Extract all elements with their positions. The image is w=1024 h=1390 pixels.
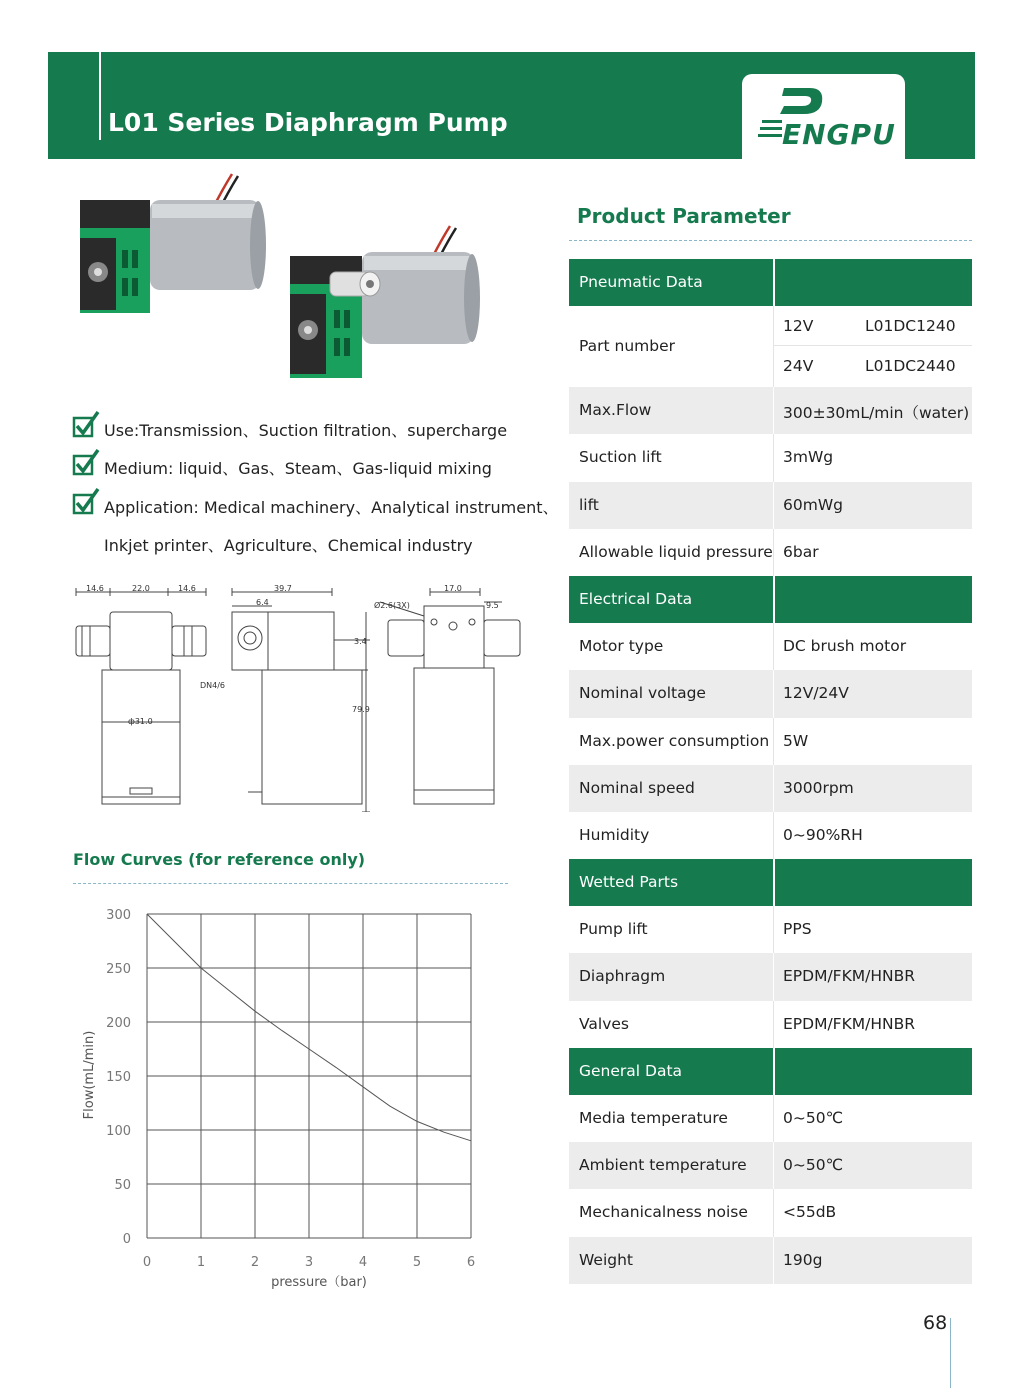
row-value: 0~50℃ — [783, 1109, 843, 1127]
row-label: lift — [579, 495, 599, 514]
column-divider — [773, 1048, 775, 1095]
check-icon — [72, 487, 100, 515]
x-tick-label: 0 — [142, 1255, 152, 1270]
row-label: Suction lift — [579, 448, 662, 467]
page-title: L01 Series Diaphragm Pump — [108, 108, 508, 137]
pump-photo-2 — [280, 222, 490, 382]
row-value: PPS — [783, 920, 812, 939]
technical-drawing — [72, 582, 532, 812]
dim-label: Ø2.6(3X) — [374, 601, 410, 610]
table-row — [569, 482, 972, 529]
row-value: EPDM/FKM/HNBR — [783, 967, 915, 986]
section-header-label: Pneumatic Data — [579, 273, 703, 291]
dim-label: 22.0 — [132, 584, 150, 593]
row-label: Weight — [579, 1250, 634, 1269]
row-label: Media temperature — [579, 1109, 728, 1127]
column-divider — [773, 1237, 774, 1284]
row-label: Mechanicalness noise — [579, 1203, 748, 1222]
dim-label: 9.5 — [486, 601, 499, 610]
feature-text: Inkjet printer、Agriculture、Chemical industry — [104, 536, 473, 555]
feature-item — [72, 525, 542, 555]
row-value: <55dB — [783, 1203, 837, 1222]
row-value: EPDM/FKM/HNBR — [783, 1014, 915, 1033]
check-icon — [72, 410, 100, 438]
part-number-row — [774, 346, 972, 386]
pump-photo-1 — [72, 170, 272, 325]
y-tick-label: 200 — [106, 1016, 131, 1031]
row-value: 3mWg — [783, 448, 834, 467]
dim-label: 14.6 — [86, 584, 104, 593]
table-row — [569, 906, 972, 953]
y-axis-label: Flow(mL/min) — [82, 1030, 97, 1120]
column-divider — [773, 623, 774, 670]
dim-label: DN4/6 — [200, 681, 226, 690]
column-divider — [773, 906, 774, 953]
row-label: Max.power consumption — [579, 731, 770, 750]
section-header — [569, 859, 972, 906]
row-value: 0~90%RH — [783, 825, 863, 844]
dim-label: 17.0 — [444, 584, 462, 593]
feature-text: Medium: liquid、Gas、Steam、Gas-liquid mixing — [104, 459, 492, 478]
y-tick-label: 150 — [106, 1070, 131, 1085]
x-tick-label: 3 — [304, 1255, 314, 1270]
row-label: Motor type — [579, 637, 664, 656]
section-header-label: General Data — [579, 1061, 683, 1080]
part-voltage: 24V — [783, 357, 814, 376]
y-tick-label: 0 — [122, 1232, 131, 1247]
row-label: Max.Flow — [579, 401, 652, 420]
column-divider — [773, 1142, 774, 1189]
dim-label: 39.7 — [274, 584, 292, 593]
row-value: 3000rpm — [783, 778, 854, 797]
row-value: 6bar — [783, 542, 819, 561]
column-divider — [773, 1001, 774, 1048]
product-parameter-title: Product Parameter — [577, 204, 791, 228]
feature-item — [72, 487, 559, 517]
column-divider — [773, 259, 775, 306]
section-header — [569, 1048, 972, 1095]
feature-item — [72, 448, 542, 478]
row-value: DC brush motor — [783, 637, 907, 656]
x-tick-label: 1 — [196, 1255, 206, 1270]
row-value: 60mWg — [783, 495, 843, 514]
dim-label: 14.6 — [178, 584, 196, 593]
table-row — [569, 812, 972, 859]
table-row — [569, 387, 972, 434]
part-number: L01DC1240 — [865, 317, 956, 336]
row-label: Part number — [579, 337, 676, 356]
column-divider — [773, 1095, 774, 1142]
section-header — [569, 259, 972, 306]
check-icon — [72, 448, 100, 476]
table-row — [569, 434, 972, 481]
row-label: Ambient temperature — [579, 1156, 747, 1175]
brand-logo — [742, 74, 905, 159]
row-label: Nominal voltage — [579, 684, 706, 703]
table-row — [569, 1095, 972, 1142]
row-label: Humidity — [579, 825, 650, 844]
dim-label: 6.4 — [256, 598, 269, 607]
x-tick-label: 4 — [358, 1255, 368, 1270]
parameter-table — [569, 259, 972, 1284]
dim-label: 79.9 — [352, 705, 370, 714]
y-tick-label: 250 — [106, 962, 131, 977]
section-header — [569, 576, 972, 623]
column-divider — [773, 812, 774, 859]
column-divider — [773, 718, 774, 765]
flow-chart — [72, 898, 492, 1298]
table-row — [569, 1189, 972, 1236]
section-divider — [73, 883, 508, 884]
column-divider — [773, 765, 774, 812]
flow-curves-title: Flow Curves (for reference only) — [73, 850, 366, 869]
row-value: 0~50℃ — [783, 1156, 843, 1175]
column-divider — [773, 576, 775, 623]
row-label: Pump lift — [579, 920, 648, 939]
table-row — [569, 623, 972, 670]
logo-text: ENGPU — [782, 118, 896, 151]
y-tick-label: 300 — [106, 908, 131, 923]
row-label: Nominal speed — [579, 778, 695, 797]
feature-text: Application: Medical machinery、Analytical instrument、 — [104, 498, 559, 517]
table-row — [569, 529, 972, 576]
table-row — [569, 765, 972, 812]
column-divider — [773, 859, 775, 906]
section-divider — [569, 240, 972, 241]
x-tick-label: 2 — [250, 1255, 260, 1270]
dim-label: 3.4 — [354, 637, 367, 646]
table-row — [569, 953, 972, 1000]
part-number: L01DC2440 — [865, 357, 956, 376]
row-value: 190g — [783, 1250, 823, 1269]
x-tick-label: 6 — [466, 1255, 476, 1270]
row-label: Valves — [579, 1014, 629, 1033]
column-divider — [773, 482, 774, 529]
column-divider — [773, 387, 774, 434]
table-row — [569, 1142, 972, 1189]
table-row — [569, 718, 972, 765]
x-tick-label: 5 — [412, 1255, 422, 1270]
y-tick-label: 50 — [114, 1178, 131, 1193]
dim-label: ф31.0 — [128, 717, 153, 726]
table-row — [569, 1237, 972, 1284]
column-divider — [773, 1189, 774, 1236]
y-tick-label: 100 — [106, 1124, 131, 1139]
column-divider — [773, 670, 774, 717]
column-divider — [773, 529, 774, 576]
x-axis-label: pressure（bar) — [271, 1275, 367, 1290]
column-divider — [773, 434, 774, 481]
header-divider — [99, 52, 101, 140]
feature-text: Use:Transmission、Suction filtration、supercharge — [104, 421, 508, 440]
feature-item — [72, 410, 542, 440]
part-number-row — [774, 306, 972, 346]
table-row — [569, 670, 972, 717]
part-voltage: 12V — [783, 317, 814, 336]
section-header-label: Electrical Data — [579, 589, 693, 608]
page-number-rule — [950, 1318, 951, 1388]
row-value: 12V/24V — [783, 684, 849, 703]
row-value: 300±30mL/min（water) — [783, 404, 970, 423]
table-row — [569, 1001, 972, 1048]
page-header — [48, 52, 975, 159]
row-label: Diaphragm — [579, 967, 666, 986]
column-divider — [773, 953, 774, 1000]
section-header-label: Wetted Parts — [579, 873, 679, 892]
page-number: 68 — [923, 1312, 948, 1334]
row-value: 5W — [783, 731, 809, 750]
row-label: Allowable liquid pressure — [579, 542, 773, 561]
table-row-part-number — [569, 306, 972, 387]
